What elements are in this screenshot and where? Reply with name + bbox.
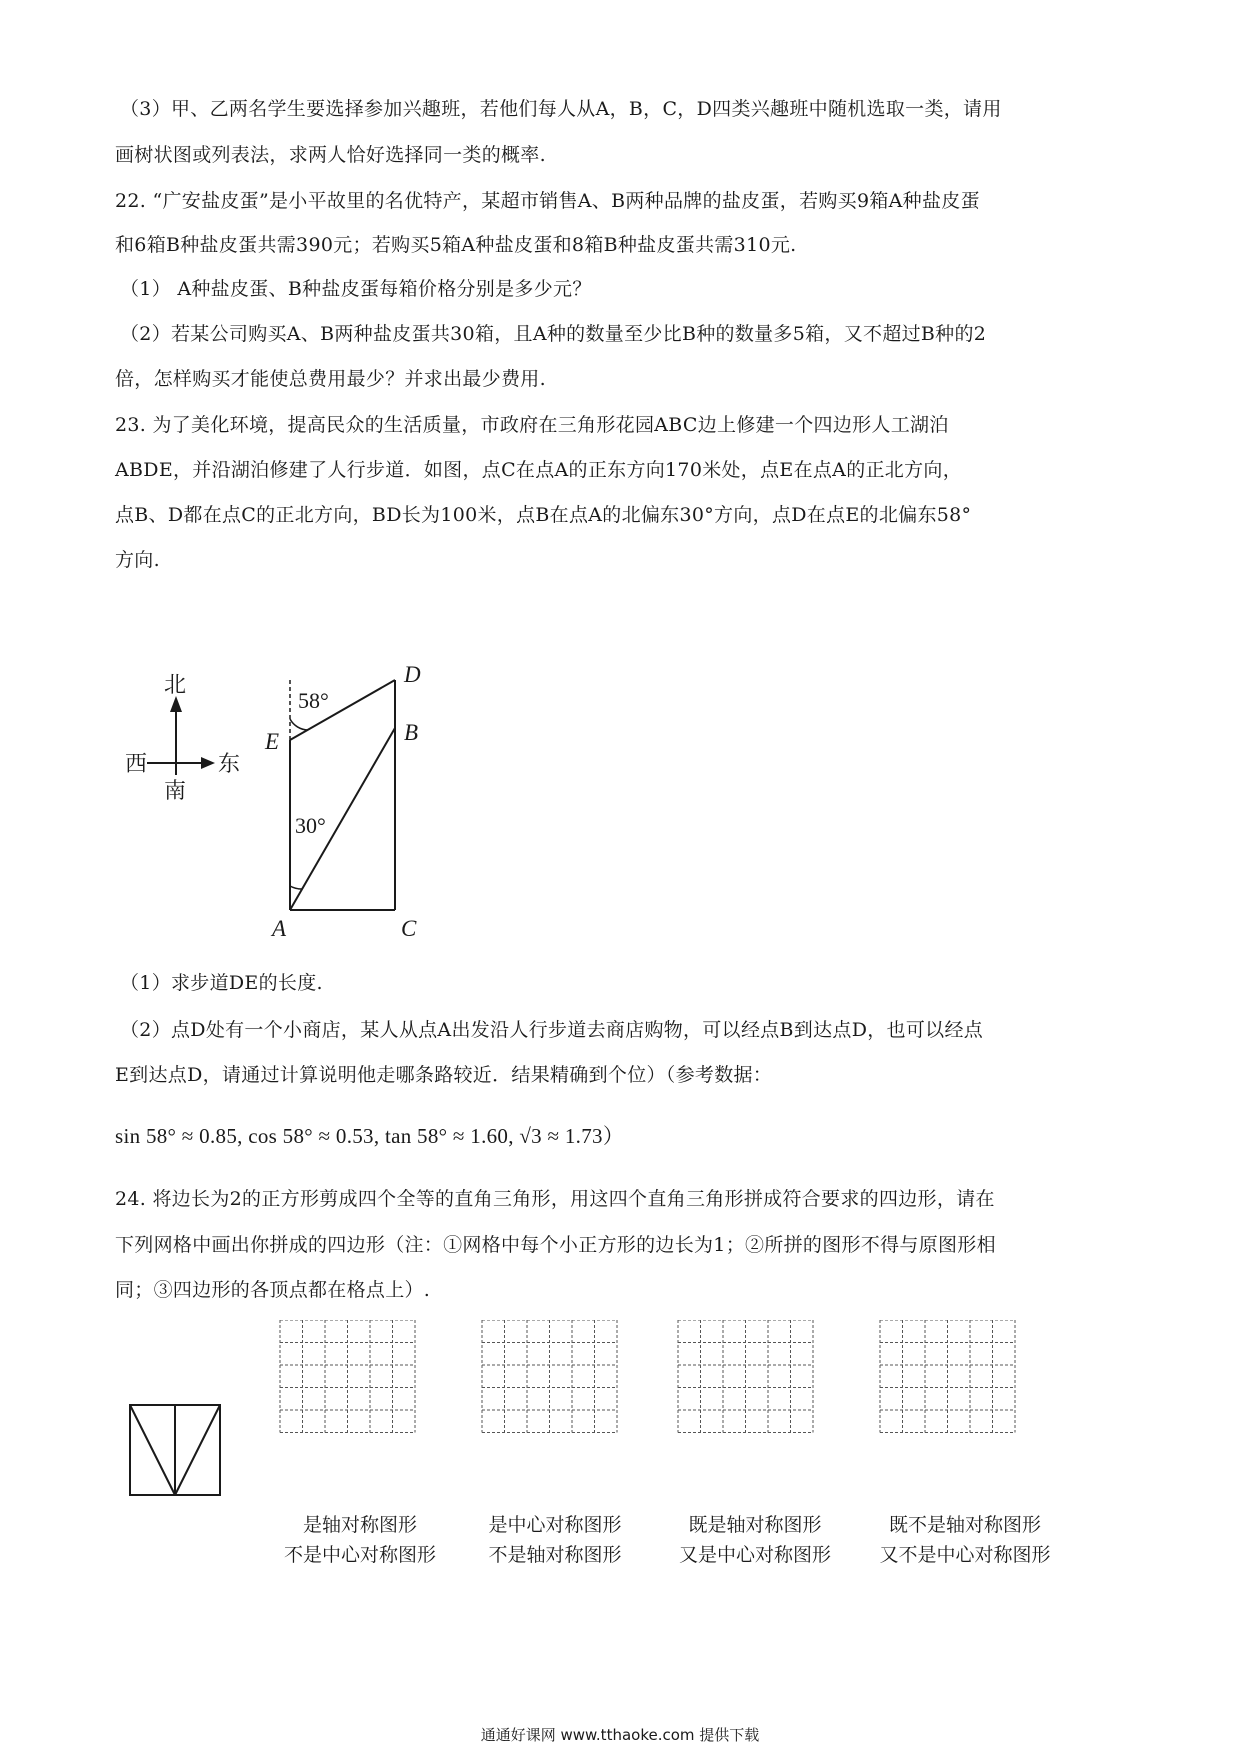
- q22-part2-line1: （2）若某公司购买A、B两种盐皮蛋共30箱，且A种的数量至少比B种的数量多5箱，又不超过B种的2: [120, 323, 987, 345]
- grid-caption-1: [260, 1510, 460, 1570]
- q23-reference-data: sin 58° ≈ 0.85, cos 58° ≈ 0.53, tan 58° ≈ 1.60, √3 ≈ 1.73）: [115, 1124, 625, 1148]
- caption-2-line1: 是中心对称图形: [488, 1514, 622, 1536]
- square-cut-left: [130, 1405, 175, 1495]
- compass-east-label: 东: [218, 752, 241, 777]
- point-B-label: B: [404, 720, 419, 745]
- page-footer: 通通好课网 www.tthaoke.com 提供下载: [480, 1726, 760, 1744]
- point-C-label: C: [401, 916, 417, 941]
- original-square: [130, 1405, 220, 1495]
- q21-part3-line2: 画树状图或列表法，求两人恰好选择同一类的概率.: [115, 144, 546, 166]
- caption-3-line2: 又是中心对称图形: [678, 1544, 831, 1566]
- point-E-label: E: [265, 729, 280, 754]
- q21-part3-line1: （3）甲、乙两名学生要选择参加兴趣班，若他们每人从A，B，C，D四类兴趣班中随机选取一类，请用: [120, 98, 1002, 120]
- compass-south-label: 南: [164, 779, 187, 804]
- q23-part2-line1: （2）点D处有一个小商店，某人从点A出发沿人行步道去商店购物，可以经点B到达点D，也可以经点: [120, 1019, 984, 1041]
- q22-part1: （1） A种盐皮蛋、B种盐皮蛋每箱价格分别是多少元？: [120, 278, 592, 300]
- point-A-label: A: [272, 916, 287, 941]
- grid-caption-2: [455, 1510, 655, 1570]
- q24-stem-line1: 24. 将边长为2的正方形剪成四个全等的直角三角形，用这四个直角三角形拼成符合要求的四边形，请在: [115, 1188, 995, 1210]
- caption-3-line1: 既是轴对称图形: [688, 1514, 822, 1536]
- caption-4-line2: 又不是中心对称图形: [879, 1544, 1051, 1566]
- q22-part2-line2: 倍，怎样购买才能使总费用最少？并求出最少费用.: [115, 368, 546, 390]
- q22-stem-line1: 22. “广安盐皮蛋”是小平故里的名优特产，某超市销售A、B两种品牌的盐皮蛋，若购买9箱A种盐皮蛋: [115, 190, 980, 212]
- q23-part1: （1）求步道DE的长度.: [120, 972, 323, 994]
- angle-arc-30: [290, 886, 302, 889]
- grid-caption-3: [655, 1510, 855, 1570]
- square-cut-right: [175, 1405, 220, 1495]
- q23-stem-line1: 23. 为了美化环境，提高民众的生活质量，市政府在三角形花园ABC边上修建一个四边形人工湖泊: [115, 414, 949, 436]
- caption-2-line2: 不是轴对称图形: [488, 1544, 622, 1566]
- q23-stem-line2: ABDE，并沿湖泊修建了人行步道．如图，点C在点A的正东方向170米处，点E在点A的正北方向，: [115, 459, 963, 481]
- answer-grid-1: [280, 1320, 415, 1433]
- q24-stem-line3: 同；③四边形的各顶点都在格点上）.: [115, 1279, 431, 1301]
- grid-caption-4: [855, 1510, 1075, 1570]
- q23-stem-line3: 点B、D都在点C的正北方向，BD长为100米，点B在点A的北偏东30°方向，点D在点E的北偏东58°: [115, 504, 972, 526]
- q22-stem-line2: 和6箱B种盐皮蛋共需390元；若购买5箱A种盐皮蛋和8箱B种盐皮蛋共需310元.: [115, 234, 797, 256]
- caption-4-line1: 既不是轴对称图形: [888, 1514, 1041, 1536]
- triangle-geometry: [290, 680, 395, 910]
- q24-stem-line2: 下列网格中画出你拼成的四边形（注：①网格中每个小正方形的边长为1；②所拼的图形不得与原图形相: [115, 1234, 996, 1256]
- point-D-label: D: [404, 662, 421, 687]
- caption-1-line1: 是轴对称图形: [302, 1514, 417, 1536]
- q23-figure: [115, 660, 445, 950]
- compass: [125, 673, 240, 804]
- compass-north-label: 北: [164, 673, 187, 698]
- q23-stem-line4: 方向.: [115, 549, 160, 571]
- answer-grid-2: [482, 1320, 617, 1433]
- compass-west-label: 西: [125, 752, 148, 777]
- answer-grid-3: [678, 1320, 813, 1433]
- q23-part2-line2: E到达点D，请通过计算说明他走哪条路较近．结果精确到个位）（参考数据：: [115, 1064, 773, 1086]
- angle-30-label: 30°: [295, 813, 326, 838]
- answer-grid-4: [880, 1320, 1015, 1433]
- caption-1-line2: 不是中心对称图形: [283, 1544, 436, 1566]
- angle-58-label: 58°: [298, 688, 329, 713]
- north-arrow-icon: [170, 696, 182, 712]
- east-arrow-icon: [201, 757, 215, 769]
- angle-arc-58: [290, 719, 308, 730]
